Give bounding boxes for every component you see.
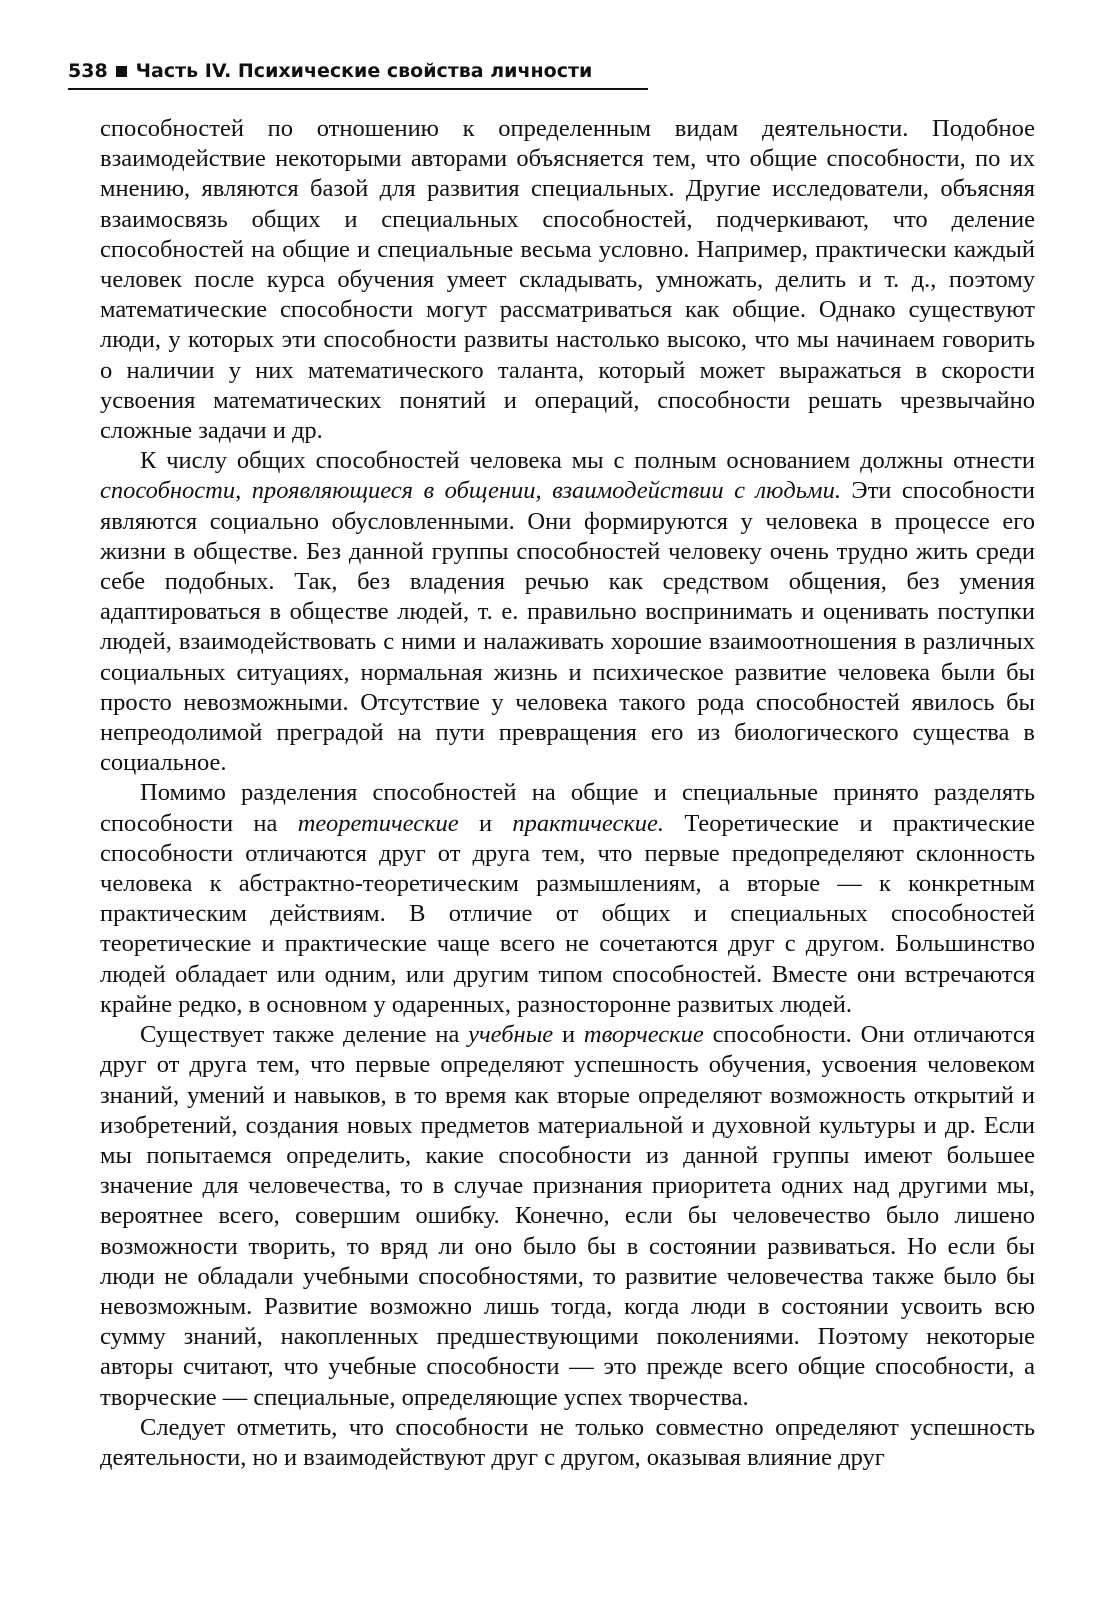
text-run: Теоретические и практические способности отличаются друг от друга тем, что первые предопределяют склонность человека к абстрактно-теоретическим размышлениям, а вторые — к конкретным практическим действиям. В отличие от общих и специальных способностей теоретические и практические чаще всего не сочетаются друг с другом. Большинство людей обладает или одним, или другим типом способностей. Вместе они встречаются крайне редко, в основном у одаренных, разносторонне развитых людей. (100, 809, 1035, 1018)
text-run: и (553, 1021, 584, 1049)
text-run: способностей по отношению к определенным видам деятельности. Подобное взаимодействие некоторыми авторами объясняется тем, что общие способности, по их мнению, являются базой для развития специальных. Другие исследователи, объясняя взаимосвязь общих и специальных способностей, подчеркивают, что деление способностей на общие и специальные весьма условно. Например, практически каждый человек после курса обучения умеет складывать, умножать, делить и т. д., поэтому математические способности могут рассматриваться как общие. Однако существуют люди, у которых эти способности развиты настолько высоко, что мы начинаем говорить о наличии у них математического таланта, который может выражаться в скорости усвоения математических понятий и операций, способности решать чрезвычайно сложные задачи и др. (100, 115, 1035, 445)
running-head (68, 56, 648, 86)
header-rule (68, 88, 648, 90)
square-bullet-icon (116, 66, 127, 77)
italic-term: теоретические (297, 809, 459, 837)
body-text (100, 114, 1035, 1473)
italic-term: учебные (468, 1021, 554, 1049)
paragraph (100, 114, 1035, 446)
italic-term: способности, проявляющиеся в общении, взаимодействии с людьми. (100, 477, 841, 505)
text-run: К числу общих способностей человека мы с полным основанием должны отнести (140, 447, 1035, 475)
paragraph (100, 778, 1035, 1020)
text-run: и (458, 809, 513, 837)
page-number: 538 (68, 60, 108, 82)
text-run: Существует также деление на (140, 1021, 469, 1049)
text-run: способности. Они отличаются друг от друга тем, что первые определяют успешность обучения, усвоения человеком знаний, умений и навыков, в то время как вторые определяют возможность открытий и изобретений, создания новых предметов материальной и духовной культуры и др. Если мы попытаемся определить, какие способности из данной группы имеют большее значение для человечества, то в случае признания приоритета одних над другими мы, вероятнее всего, совершим ошибку. Конечно, если бы человечество было лишено возможности творить, то вряд ли оно было бы в состоянии развиваться. Но если бы люди не обладали учебными способностями, то развитие человечества также было бы невозможным. Развитие возможно лишь тогда, когда люди в состоянии усвоить всю сумму знаний, накопленных предшествующими поколениями. Поэтому некоторые авторы считают, что учебные способности — это прежде всего общие способности, а творческие — специальные, определяющие успех творчества. (100, 1021, 1035, 1411)
text-run: Эти способности являются социально обусловленными. Они формируются у человека в процессе его жизни в обществе. Без данной группы способностей человеку очень трудно жить среди себе подобных. Так, без владения речью как средством общения, без умения адаптироваться в обществе людей, т. е. правильно воспринимать и оценивать поступки людей, взаимодействовать с ними и налаживать хорошие взаимоотношения в различных социальных ситуациях, нормальная жизнь и психическое развитие человека были бы просто невозможными. Отсутствие у человека такого рода способностей явилось бы непреодолимой преградой на пути превращения его из биологического существа в социальное. (100, 477, 1036, 777)
paragraph (100, 1020, 1035, 1413)
part-title: Часть IV. Психические свойства личности (135, 60, 593, 82)
paragraph (100, 446, 1035, 778)
paragraph (100, 1413, 1035, 1473)
italic-term: творческие (583, 1021, 704, 1049)
text-run: Следует отметить, что способности не только совместно определяют успешность деятельности, но и взаимодействуют друг с другом, оказывая влияние друг (100, 1413, 1035, 1471)
italic-term: практические. (512, 809, 665, 837)
text-run: Помимо разделения способностей на общие и специальные принято разделять способности на (100, 779, 1035, 837)
